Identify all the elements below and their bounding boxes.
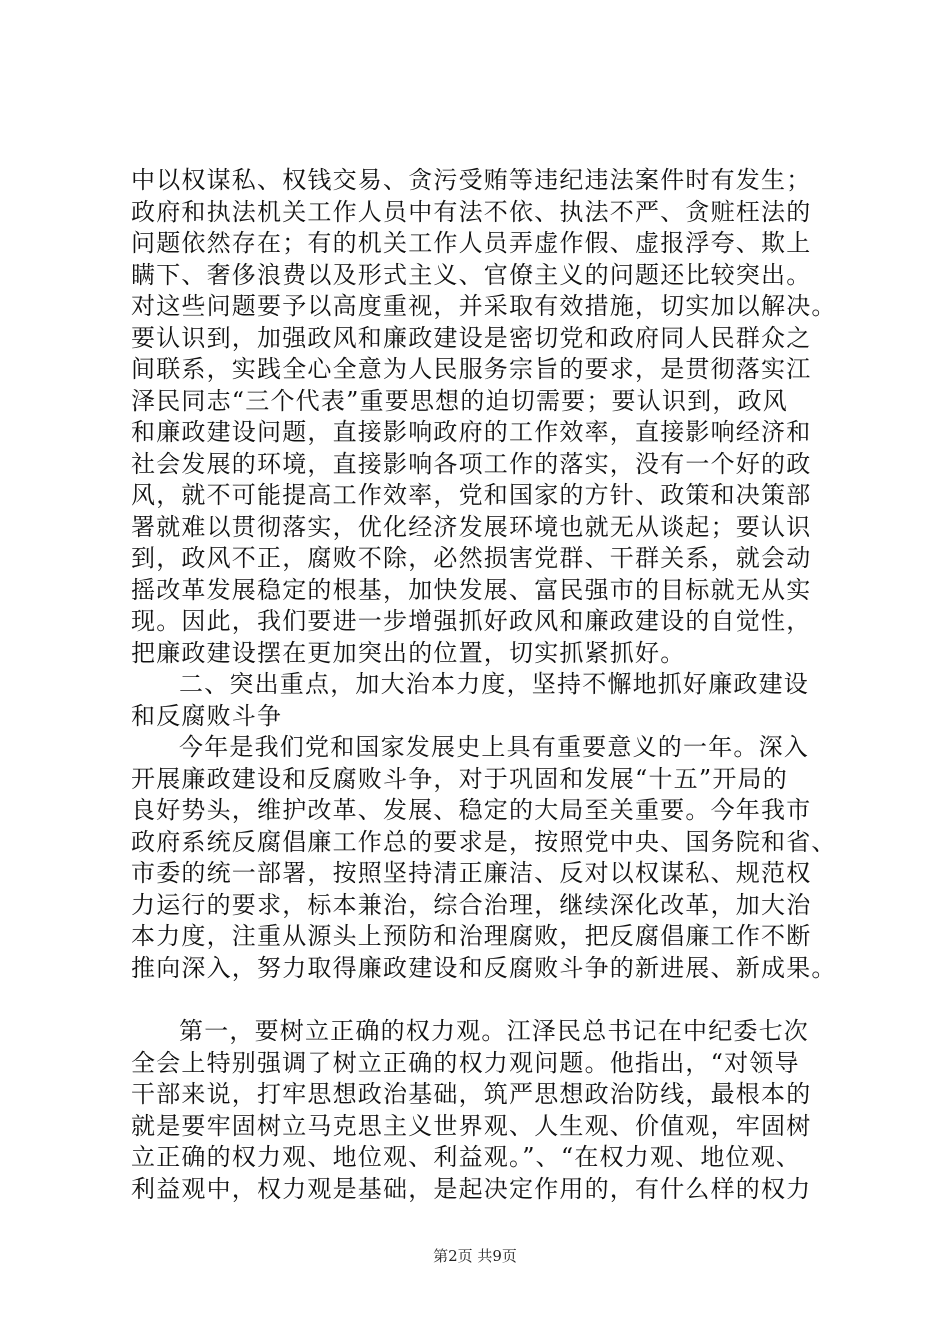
body-line: 要认识到，加强政风和廉政建设是密切党和政府同人民群众之 [131,323,812,352]
paragraph-gap [131,984,851,1016]
page-number-footer: 第2页 共9页 [433,1247,517,1265]
body-line: 开展廉政建设和反腐败斗争，对于巩固和发展“十五”开局的 [131,764,788,793]
body-line: 摇改革发展稳定的根基，加快发展、富民强市的目标就无从实 [131,575,812,604]
body-line: 和廉政建设问题，直接影响政府的工作效率，直接影响经济和 [131,418,812,446]
document-body [131,165,851,1205]
body-line: 把廉政建设摆在更加突出的位置，切实抓紧抓好。 [131,638,686,667]
section-heading: 二、突出重点，加大治本力度，坚持不懈地抓好廉政建设 [179,670,809,698]
body-line: 现。因此，我们要进一步增强抓好政风和廉政建设的自觉性， [131,607,812,635]
body-line: 中以权谋私、权钱交易、贪污受贿等违纪违法案件时有发生； [131,166,812,194]
body-line: 问题依然存在；有的机关工作人员弄虚作假、虚报浮夸、欺上 [131,229,812,257]
body-line: 全会上特别强调了树立正确的权力观问题。他指出，“对领导 [131,1048,800,1077]
body-line: 良好势头，维护改革、发展、稳定的大局至关重要。今年我市 [131,796,812,824]
body-line: 署就难以贯彻落实，优化经济发展环境也就无从谈起；要认识 [131,512,812,541]
body-line: 推向深入，努力取得廉政建设和反腐败斗争的新进展、新成果。 [131,953,837,982]
body-line: 对这些问题要予以高度重视，并采取有效措施，切实加以解决。 [131,292,837,320]
body-line: 立正确的权力观、地位观、利益观。”、“在权力观、地位观、 [131,1143,802,1171]
body-line: 间联系，实践全心全意为人民服务宗旨的要求，是贯彻落实江 [131,355,812,383]
body-line: 今年是我们党和国家发展史上具有重要意义的一年。深入 [179,733,809,761]
body-line: 本力度，注重从源头上预防和治理腐败，把反腐倡廉工作不断 [131,922,812,950]
body-line: 风，就不可能提高工作效率，党和国家的方针、政策和决策部 [131,481,812,509]
section-heading-continued: 和反腐败斗争 [131,701,283,730]
body-line: 干部来说，打牢思想政治基础，筑严思想政治防线，最根本的 [131,1080,812,1108]
body-line: 社会发展的环境，直接影响各项工作的落实，没有一个好的政 [131,449,812,478]
body-line: 政府和执法机关工作人员中有法不依、执法不严、贪赃枉法的 [131,197,812,226]
body-line: 到，政风不正，腐败不除，必然损害党群、干群关系，就会动 [131,544,812,572]
body-line: 利益观中，权力观是基础，是起决定作用的，有什么样的权力 [131,1174,812,1203]
body-line: 力运行的要求，标本兼治，综合治理，继续深化改革，加大治 [131,890,812,919]
body-line: 市委的统一部署，按照坚持清正廉洁、反对以权谋私、规范权 [131,859,812,887]
body-line: 第一，要树立正确的权力观。江泽民总书记在中纪委七次 [179,1017,809,1045]
body-line: 瞒下、奢侈浪费以及形式主义、官僚主义的问题还比较突出。 [131,260,812,289]
body-line: 泽民同志“三个代表”重要思想的迫切需要；要认识到，政风 [131,386,788,415]
body-line: 政府系统反腐倡廉工作总的要求是，按照党中央、国务院和省、 [131,827,837,856]
body-line: 就是要牢固树立马克思主义世界观、人生观、价值观，牢固树 [131,1111,812,1140]
